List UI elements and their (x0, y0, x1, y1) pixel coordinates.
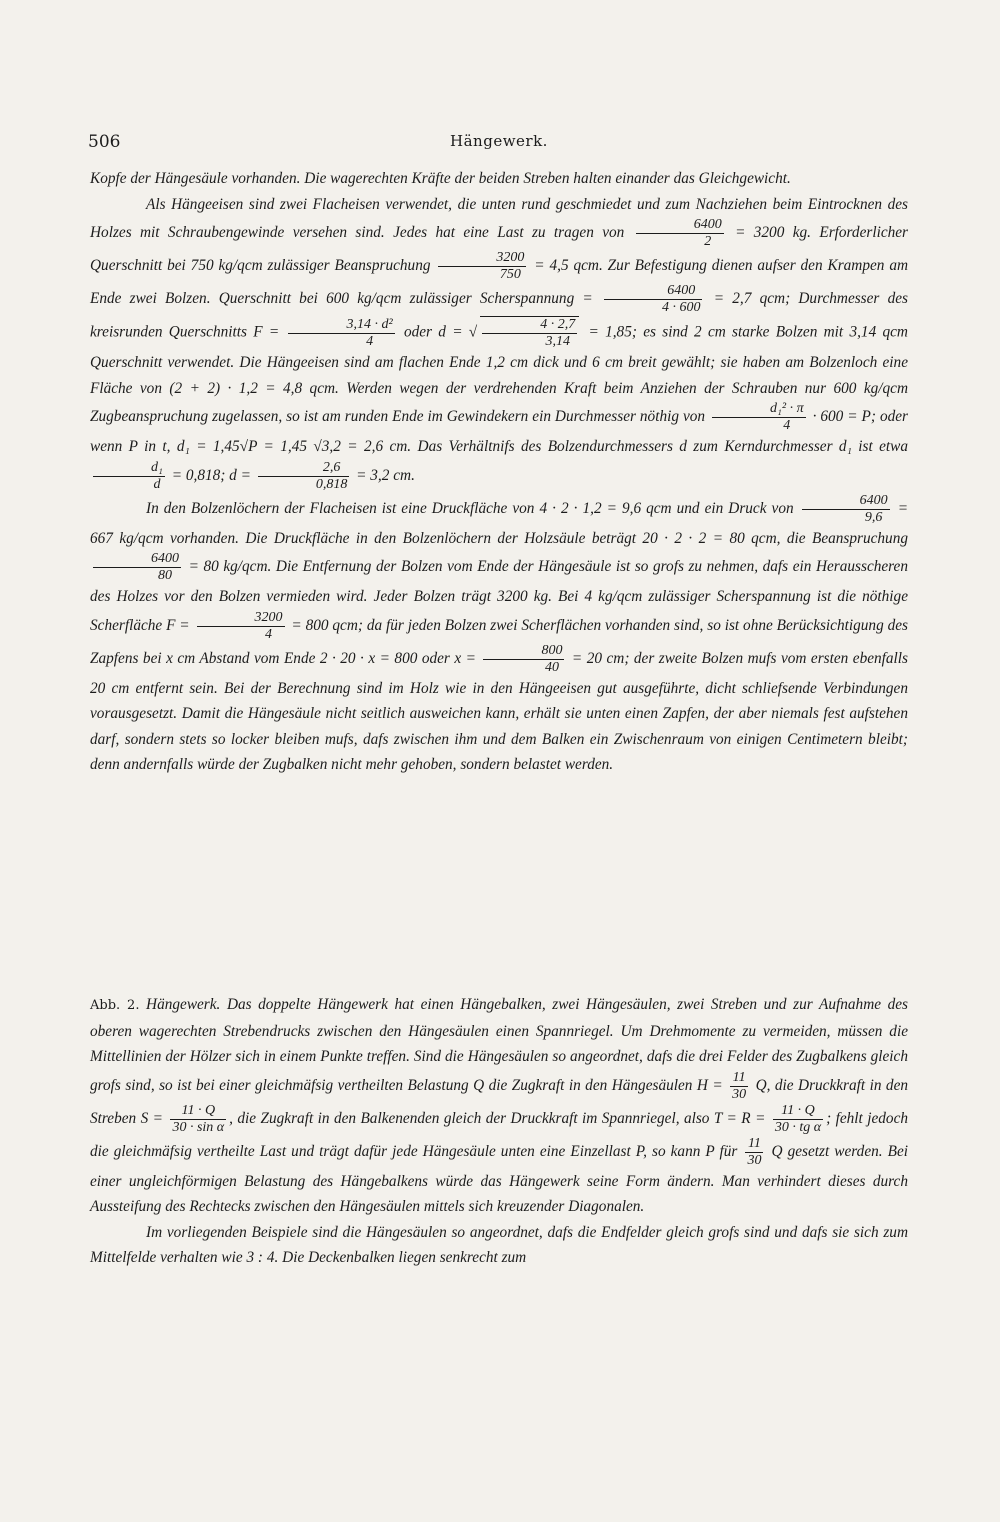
fraction-denominator: 750 (438, 266, 526, 283)
fraction-numerator: 11 · Q (181, 1102, 216, 1118)
fraction (438, 250, 526, 283)
fraction (93, 551, 181, 584)
fraction-denominator: 4 (712, 417, 806, 434)
sqrt-fraction (480, 316, 579, 350)
text-run: = 1,85; es sind 2 cm starke Bolzen mit 3,14 qcm Querschnitt verwendet. Die Hängeeisen sind am flachen Ende 1,2 cm dick und 6 cm breit gewählt; sie haben am Bolzenloch eine Fläche von (2 + 2) · 1,2 = 4,8 qcm. Werden wegen der verdrehenden Kraft beim Anziehen der Schrauben nur 600 kg/qcm Zugbeanspruchung zugelassen, so ist am runden Ende im Gewindekern ein Durchmesser nöthig von (90, 323, 908, 426)
fraction-denominator: 0,818 (258, 476, 350, 493)
fraction (258, 460, 350, 493)
fraction-denominator: 4 (288, 333, 394, 350)
fraction-denominator: 30 (747, 1152, 762, 1168)
fraction-denominator: 30 · tg α (774, 1119, 822, 1135)
text-run: , die Zugkraft in den Balkenenden gleich der Druckkraft im Spannriegel, also T = R = (229, 1109, 766, 1127)
fraction-denominator: d (93, 476, 165, 493)
fraction (288, 317, 394, 350)
paragraph-abb-2 (90, 992, 908, 1220)
text-run: Q gesetzt werden. Bei einer ungleichförmigen Belastung des Hängebalkens würde das Hängewerk seine Form ändern. Man verhindert dieses durch Aussteifung des Rechtecks zwischen den Hängesäulen mittels sich kreuzender Diagonalen. (90, 1142, 909, 1215)
fraction-denominator: 2 (636, 233, 724, 250)
text-run: ; fehlt jedoch die gleichmäfsig vertheilte Last und trägt dafür jede Hängesäule unten eine Einzellast P, so kann P für (90, 1109, 909, 1160)
fraction-denominator: 30 (732, 1086, 747, 1102)
fraction-denominator: 3,14 (482, 333, 577, 350)
fraction (170, 1103, 226, 1136)
fraction-numerator: 11 (747, 1135, 761, 1151)
fraction (745, 1136, 763, 1169)
text-run: = 3200 kg. Erforderlicher Querschnitt bei 750 kg/qcm zulässiger Beanspruchung (90, 224, 908, 275)
fraction-numerator: 11 (732, 1069, 746, 1085)
fraction (604, 283, 703, 316)
fraction-denominator: 9,6 (802, 509, 890, 526)
fraction-numerator: 4 · 2,7 (540, 317, 576, 332)
page-number: 506 (88, 132, 121, 152)
paragraph-1: Kopfe der Hängesäule vorhanden. Die wagerechten Kräfte der beiden Streben halten einander das Gleichgewicht. (90, 170, 791, 187)
fraction (636, 217, 724, 250)
fraction-numerator: d₁ (151, 459, 163, 475)
text-run: = 20 cm; der zweite Bolzen mufs vom ersten ebenfalls 20 cm entfernt sein. Bei der Berechnung sind im Holz wie in den Hängeeisen gut ausgeführte, dicht schliefsende Verbindungen vorausgesetzt. Damit die Hängesäule nicht seitlich ausweichen kann, erhält sie unten einen Zapfen, der aber niemals fest aufstehen darf, sondern stets so locker bleiben mufs, dafs zwischen ihm und dem Balken ein Zwischenraum von einigen Centimetern bleibt; denn andernfalls würde der Zugbalken nicht mehr gehoben, sondern belastet werden. (90, 649, 909, 773)
fraction (773, 1103, 823, 1136)
text-run: Hängewerk. Das doppelte Hängewerk hat einen Hängebalken, zwei Hängesäulen, zwei Streben und zur Aufnahme des oberen wagerechten Strebendrucks zwischen den Hängesäulen einen Spannriegel. Um Drehmomente zu vermeiden, müssen die Mittellinien der Hölzer sich in einem Punkte treffen. Sind die Hängesäulen so angeordnet, dafs die drei Felder des Zugbalkens gleich grofs sind, so ist bei einer gleichmäfsig vertheilten Belastung Q die Zugkraft in den Hängesäulen H = (90, 996, 908, 1094)
text-run: = 4,5 qcm. Zur Befestigung dienen aufser den Krampen am Ende zwei Bolzen. Querschnitt bei 600 kg/qcm zulässiger Scherspannung = (90, 257, 909, 308)
paragraph-abb-2-continued: Im vorliegenden Beispiele sind die Hängesäulen so angeordnet, dafs die Endfelder gleich grofs sind und dafs sie sich zum Mittelfelde verhalten wie 3 : 4. Die Deckenbalken liegen senkrecht zum (90, 1223, 908, 1266)
fraction-numerator: 11 · Q (781, 1102, 815, 1118)
fraction (197, 610, 285, 643)
text-run: · 600 = P; oder wenn P in t, d₁ = 1,45√P = 1,45 √3,2 = 2,6 cm. Das Verhältnifs des Bolzendurchmessers d zum Kerndurchmesser d₁ ist etwa (90, 408, 908, 455)
fraction-numerator: 3200 (496, 250, 525, 265)
fraction-denominator: 80 (93, 567, 181, 584)
fraction-numerator: 6400 (693, 217, 722, 232)
fraction-numerator: 800 (541, 642, 563, 658)
text-run: = 0,818; d = (171, 466, 251, 484)
fraction-numerator: 6400 (859, 492, 888, 508)
paragraph-2: Als Hängeeisen sind zwei Flacheisen verwendet, die unten rund geschmiedet und zum Nachziehen beim Eintrocknen des Holzes mit Schraubengewinde versehen sind. Jedes hat eine Last zu tragen von $\frac{6400}{2}$ = 3200 kg. Erforderlicher Querschnitt bei 750 kg/qcm zulässiger Beanspruchung $\frac{3200}{750}$ = 4,5 qcm. Zur Befestigung dienen aufser den Krampen am Ende zwei Bolzen. Querschnitt bei 600 kg/qcm zulässiger Scherspannung = $\frac{6400}{4 \cdot 600}$ = 2,7 qcm; Durchmesser des kreisrunden Querschnitts F = $\frac{\text{3,14 · d²}}{4}$ oder d = √ $\frac{4 \cdot 2,7}{3,14}$ = 1,85; es sind 2 cm starke Bolzen mit 3,14 qcm Querschnitt verwendet. Die Hängeeisen sind am flachen Ende 1,2 cm dick und 6 cm breit gewählt; sie haben am Bolzenloch eine Fläche von (2 + 2) · 1,2 = 4,8 qcm. Werden wegen der verdrehenden Kraft beim Anziehen der Schrauben nur 600 kg/qcm Zugbeanspruchung zugelassen, so ist am runden Ende im Gewindekern ein Durchmesser nöthig von $\frac{\text{d₁² · π}}{4}$ · 600 = P; oder wenn P in t, d₁ = 1,45√P = 1,45 √3,2 = 2,6 cm. Das Verhältnifs des Bolzendurchmessers d zum Kerndurchmesser d₁ ist etwa $\frac{\text{d₁}}{d}$ = 0,818; d = $\frac{2,6}{0,818}$ = 3,2 cm. (90, 195, 909, 492)
fraction (730, 1070, 748, 1103)
running-title: Hängewerk. (450, 132, 548, 150)
fraction-denominator: 30 · sin α (172, 1119, 225, 1135)
fraction-denominator: 4 (197, 626, 285, 643)
text-run: In den Bolzenlöchern der Flacheisen ist eine Druckfläche von 4 · 2 · 1,2 = 9,6 qcm und ein Druck von (146, 499, 794, 517)
text-run: = 667 kg/qcm vorhanden. Die Druckfläche in den Bolzenlöchern der Holzsäule beträgt 20 · 2 · 2 = 80 qcm, die Beanspruchung (90, 499, 909, 547)
page-header (88, 132, 910, 156)
text-run: oder d = (403, 323, 463, 341)
text-run: = 800 qcm; da für jeden Bolzen zwei Scherflächen vorhanden sind, so ist ohne Berücksichtigung des Zapfens bei x cm Abstand vom Ende 2 · 20 · x = 800 oder x = (90, 616, 908, 667)
fraction (712, 401, 806, 434)
fraction-numerator: 6400 (151, 551, 179, 566)
fraction (93, 460, 165, 493)
fraction-numerator: 2,6 (322, 459, 341, 475)
figure-label: Abb. 2. (90, 998, 140, 1013)
paragraph-3 (90, 493, 908, 778)
text-run: = 2,7 qcm; Durchmesser des kreisrunden Querschnitts F = (90, 290, 908, 341)
main-text-block (90, 166, 908, 778)
fraction-numerator: 3200 (254, 609, 283, 625)
fraction-denominator: 40 (483, 659, 564, 676)
text-run: Als Hängeeisen sind zwei Flacheisen verwendet, die unten rund geschmiedet und zum Nachziehen beim Eintrocknen des Holzes mit Schraubengewinde versehen sind. Jedes hat eine Last zu tragen von (90, 195, 908, 242)
fraction-numerator: 6400 (667, 283, 696, 298)
text-run: = 80 kg/qcm. Die Entfernung der Bolzen vom Ende der Hängesäule ist so grofs zu nehmen, dafs ein Herausscheren des Holzes vor den Bolzen vermieden wird. Jeder Bolzen trägt 3200 kg. Bei 4 kg/qcm zulässiger Scherspannung ist die nöthige Scherfläche F = (90, 558, 908, 634)
section-abb-2 (90, 992, 908, 1271)
fraction (483, 643, 564, 676)
text-run: Q, die Druckkraft in den Streben S = (90, 1076, 909, 1127)
text-run: = 3,2 cm. (356, 466, 415, 484)
fraction (802, 493, 890, 526)
fraction-numerator: 3,14 · d² (346, 316, 393, 332)
fraction-numerator: d₁² · π (770, 401, 804, 416)
fraction-denominator: 4 · 600 (604, 299, 703, 316)
